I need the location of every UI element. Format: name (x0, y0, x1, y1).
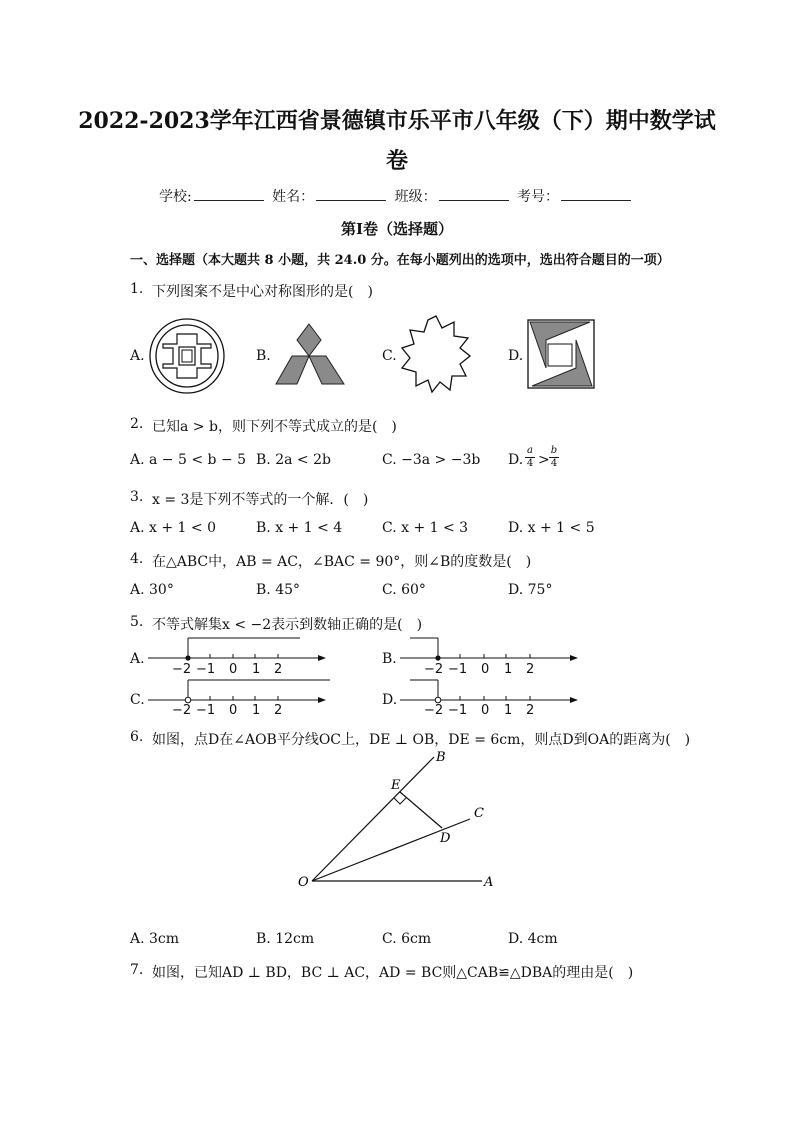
q4-option-b: B. 45° (256, 582, 301, 598)
school-blank[interactable] (194, 188, 264, 201)
tick-label: 0 (481, 703, 490, 718)
q3-number: 3. (130, 489, 144, 505)
tick-label: −2 (424, 662, 444, 677)
tick-label: −1 (448, 703, 468, 718)
part-instructions: 一、选择题（本大题共 8 小题，共 24.0 分。在每小题列出的选项中，选出符合题目的一项） (130, 253, 670, 268)
name-label: 姓名： (272, 189, 315, 205)
student-info-fields (0, 186, 794, 206)
q5-number: 5. (130, 614, 144, 630)
q7-stem: 如图，已知AD ⊥ BD，BC ⊥ AC，AD = BC则△CAB≌△DBA的理由是( ) (152, 965, 634, 981)
label-a: A (484, 875, 494, 890)
q4-option-d: D. 75° (508, 582, 553, 598)
tick-label: −2 (424, 703, 444, 718)
label-c: C (474, 806, 484, 821)
tick-label: 1 (504, 703, 513, 718)
tick-label: −2 (172, 703, 192, 718)
class-blank[interactable] (439, 188, 509, 201)
q2-option-d-label: D. (508, 452, 524, 468)
tick-label: −1 (448, 662, 468, 677)
number-line-a-ticks (188, 654, 278, 658)
school-label: 学校: (158, 189, 192, 205)
tick-label: −1 (196, 662, 216, 677)
q3-option-c: C. x + 1 < 3 (382, 520, 469, 536)
q4-number: 4. (130, 551, 144, 567)
tick-label: 2 (526, 703, 535, 718)
name-blank[interactable] (316, 188, 386, 201)
q2-fraction-b-over-4 (549, 445, 559, 470)
tick-label: −1 (196, 703, 216, 718)
tick-label: −2 (172, 662, 192, 677)
snowflake-figure (398, 314, 474, 394)
q1-option-b-label: B. (256, 348, 271, 364)
q5-option-a-label: A. (130, 651, 145, 667)
angle-bisector-figure (290, 745, 510, 895)
q2-option-a: A. a − 5 < b − 5 (130, 452, 247, 468)
q1-option-d-label: D. (508, 348, 524, 364)
q5-stem: 不等式解集x < −2表示到数轴正确的是( ) (152, 617, 423, 633)
label-o: O (298, 875, 309, 890)
q7-number: 7. (130, 962, 144, 978)
q2-option-b: B. 2a < 2b (256, 452, 331, 468)
label-e: E (391, 778, 401, 793)
coin-figure (148, 318, 228, 396)
q1-stem: 下列图案不是中心对称图形的是( ) (152, 284, 373, 300)
q1-option-c-label: C. (382, 348, 397, 364)
label-d: D (440, 831, 451, 846)
q6-option-c: C. 6cm (382, 931, 432, 947)
q2-numerator-b: b (550, 445, 558, 456)
q6-option-d: D. 4cm (508, 931, 558, 947)
q6-option-a: A. 3cm (130, 931, 180, 947)
tick-label: 0 (229, 662, 238, 677)
q5-option-d-label: D. (382, 692, 398, 708)
exam-title-line1: 2022-2023学年江西省景德镇市乐平市八年级（下）期中数学试 (78, 108, 716, 134)
number-label: 考号： (517, 189, 560, 205)
q5-option-c-label: C. (130, 692, 145, 708)
q5-option-b-label: B. (382, 651, 397, 667)
q2-denominator-b: 4 (550, 458, 558, 469)
q3-option-b: B. x + 1 < 4 (256, 520, 343, 536)
q2-fraction-a-over-4 (525, 445, 535, 470)
q4-option-c: C. 60° (382, 582, 426, 598)
tick-label: 2 (274, 703, 283, 718)
q6-stem: 如图，点D在∠AOB平分线OC上，DE ⊥ OB，DE = 6cm，则点D到OA的距离为( ) (152, 732, 691, 748)
tick-label: 2 (526, 662, 535, 677)
q2-numerator-a: a (525, 445, 535, 458)
tick-label: 2 (274, 662, 283, 677)
q1-number: 1. (130, 281, 144, 297)
three-rhombus-figure (272, 322, 348, 388)
q1-option-a-label: A. (130, 348, 145, 364)
q3-option-a: A. x + 1 < 0 (130, 520, 216, 536)
square-pinwheel-figure (526, 318, 596, 390)
q2-option-c: C. −3a > −3b (382, 452, 481, 468)
label-b: B (436, 750, 446, 765)
section-heading: 第I卷（选择题） (340, 220, 454, 238)
tick-label: 1 (252, 662, 261, 677)
tick-label: 1 (504, 662, 513, 677)
q4-stem: 在△ABC中，AB = AC，∠BAC = 90°，则∠B的度数是( ) (152, 554, 532, 570)
q2-stem: 已知a > b，则下列不等式成立的是( ) (152, 419, 397, 435)
q4-option-a: A. 30° (130, 582, 174, 598)
q3-stem: x = 3是下列不等式的一个解．( ) (152, 492, 369, 508)
q3-option-d: D. x + 1 < 5 (508, 520, 595, 536)
number-blank[interactable] (561, 188, 631, 201)
q6-option-b: B. 12cm (256, 931, 315, 947)
class-label: 班级： (394, 189, 437, 205)
exam-title-line2: 卷 (385, 148, 408, 174)
q2-relation: > (538, 452, 550, 468)
q6-number: 6. (130, 729, 144, 745)
q2-number: 2. (130, 416, 144, 432)
tick-label: 0 (229, 703, 238, 718)
tick-label: 0 (481, 662, 490, 677)
q2-denominator-a: 4 (526, 458, 534, 469)
tick-label: 1 (252, 703, 261, 718)
